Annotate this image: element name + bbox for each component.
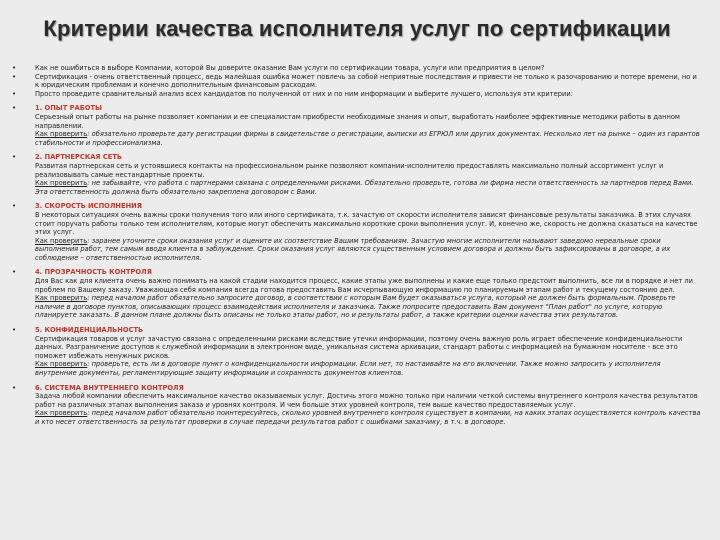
criterion-text: Для Вас как для клиента очень важно понимать на какой стадии находится процесс, какие этапы уже выполнены и какие еще только предстоит выполнить, все ли в порядке и нет ли проблем по Вашему заказу. Уважающая себя компания всегда готова предоставить Вам исчерпывающую информацию по планируемым этапам работ и текущему состоянию дел. [35,277,693,294]
check-label: Как проверить [35,294,88,303]
check-text: : перед началом работ обязательно поинтересуйтесь, сколько уровней внутреннего контроля существует в компании, на каких этапах осуществляется контроль качества и кто несет ответственность за результат проверки в случае передачи результатов работ с ошибками заказчику, в т.ч. в договоре. [35,409,701,426]
bullet-icon: • [12,89,17,98]
criterion-check [35,409,702,426]
check-text: : проверьте, есть ли в договоре пункт о конфиденциальности информации. Если нет, то настаивайте на его включении. Также можно запросить у исполнителя внутренние документы, регламентирующие защиту информации и сохранность документов клиентов. [35,360,661,377]
bullet-icon: • [12,383,17,392]
intro-text: Сертификация - очень ответственный процесс, ведь малейшая ошибка может повлечь за собой неприятные последствия и привести не только к разочарованию и потере времени, но и к юридическим проблемам и конечно дополнительным финансовым расходам. [35,72,697,90]
criterion-heading: 4. ПРОЗРАЧНОСТЬ КОНТРОЛЯ [35,268,152,277]
slide-title: Критерии качества исполнителя услуг по сертификации [43,16,671,41]
check-label: Как проверить [35,409,88,418]
bullet-icon: • [12,326,17,335]
intro-text: Просто проведите сравнительный анализ всех кандидатов по полученной от них и по ним информации и выберите лучшего, используя эти критерии: [35,89,573,98]
check-text: : перед началом работ обязательно запросите договор, в соответствии с которым Вам будет оказываться услуга, который не должен быть формальным. Проверьте наличие в договоре пунктов, описывающих процесс взаимодействия исполнителя и заказчика. Также попросите предоставить Вам документ "План работ" по услуге, которую планируете заказать. В данном плане должны быть описаны не только этапы работ, но и результаты работ, а также критерии оценки качества этих результатов. [35,294,676,320]
check-text: : обязательно проверьте дату регистрации фирмы в свидетельстве о регистрации, выписки из ЕГРЮЛ или других документах. Несколько лет на рынке – один из гарантов стабильности и профессионализма. [35,130,700,147]
criterion-text: Развитая партнерская сеть и устоявшиеся контакты на профессиональном рынке позволяют компании-исполнителю предоставлять максимально полный ассортимент услуг и реализовывать самые нестандартные проекты. [35,161,664,179]
criterion-heading: 3. СКОРОСТЬ ИСПОЛНЕНИЯ [35,202,142,211]
criterion-check [35,237,702,263]
criterion-transparency [12,268,702,320]
criterion-text: В некоторых ситуациях очень важны сроки получения того или иного сертификата, т.к. зачастую от скорости исполнителя зависят финансовые результаты заказчика. В этих случаях стоит поручать работы только тем исполнителям, которые могут обеспечить максимально короткие сроки выполнения услуг. И, конечно же, скорость не должна сказаться на качестве этих услуг. [35,210,698,237]
content-list [12,64,702,427]
criterion-speed [12,202,702,262]
criterion-check [35,130,702,147]
criterion-heading: 2. ПАРТНЕРСКАЯ СЕТЬ [35,153,122,162]
criterion-partner-network [12,153,702,196]
criterion-text: Серьезный опыт работы на рынке позволяет компании и ее специалистам приобрести необходимые знания и опыт, выработать наиболее эффективные методики работы в данном направлении. [35,112,680,130]
criterion-check [35,360,702,377]
criterion-confidentiality [12,326,702,378]
intro-item [12,73,702,90]
bullet-icon: • [12,153,17,162]
intro-item [12,64,702,73]
criterion-internal-control [12,384,702,427]
check-text: : не забывайте, что работа с партнерами связана с определенными рисками. Обязательно проверьте, готова ли фирма нести ответственность за партнеров перед Вами. Эта ответственность должна быть обязательно закреплена договором с Вами. [35,179,694,196]
criterion-experience [12,104,702,147]
check-label: Как проверить [35,236,88,245]
bullet-icon: • [12,64,17,72]
bullet-icon: • [12,202,17,211]
check-label: Как проверить [35,179,88,188]
criterion-heading: 6. СИСТЕМА ВНУТРЕННЕГО КОНТРОЛЯ [35,383,184,392]
bullet-icon: • [12,72,17,81]
criterion-check [35,294,702,320]
intro-item [12,90,702,99]
check-label: Как проверить [35,360,88,369]
criterion-check [35,179,702,196]
criterion-heading: 5. КОНФИДЕНЦИАЛЬНОСТЬ [35,326,144,335]
check-label: Как проверить [35,130,88,139]
criterion-text: Сертификация товаров и услуг зачастую связана с определенными рисками вследствие утечки информации, поэтому очень важную роль играет обеспечение конфиденциальности данных. Разграничение доступов к служебной информации в электронном виде, уникальная система архивации, стандарт работы с информацией на бумажном носителе - все это поможет избежать ненужных рисков. [35,334,683,360]
criterion-heading: 1. ОПЫТ РАБОТЫ [35,104,102,113]
bullet-icon: • [12,104,17,113]
criterion-text: Задача любой компании обеспечить максимальное качество оказываемых услуг. Достичь этого можно только при наличии четкой системы внутреннего контроля качества результатов работ на различных этапах выполнения заказа и уровнях контроля. И чем больше этих уровней контроля, тем выше качество предоставляемых услуг. [35,392,698,409]
bullet-icon: • [12,268,17,277]
check-text: : заранее уточните сроки оказания услуг и оцените их соответствие Вашим требованиям. Зачастую многие исполнители называют заведомо нереальные сроки выполнения работ, тем самым вводя клиента в заблуждение. Сроки оказания услуг являются существенным условием договора и должны быть зафиксированы в договоре, а их соблюдение – ответственностью исполнителя. [35,236,671,262]
intro-text: Как не ошибиться в выборе Компании, которой Вы доверите оказание Вам услуги по сертификации товара, услуги или предприятия в целом? [35,64,545,72]
